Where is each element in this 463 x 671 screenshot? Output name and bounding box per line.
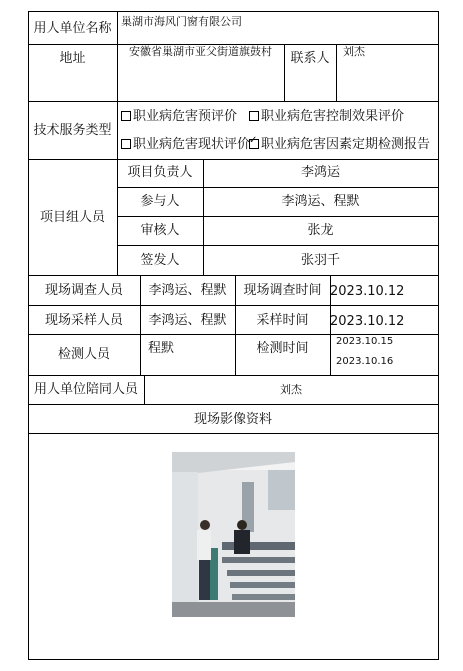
option-label: 职业病危害控制效果评价	[261, 109, 405, 124]
option-pre-evaluation	[121, 110, 237, 123]
site-photo	[172, 452, 295, 617]
survey-time-label: 现场调查时间	[243, 283, 322, 298]
photos-title: 现场影像资料	[193, 412, 272, 427]
sampling-time: 2023.10.12	[330, 314, 405, 329]
rule	[117, 216, 439, 217]
checkbox-unchecked-icon	[249, 111, 259, 121]
rule	[28, 305, 439, 306]
option-periodic-detection-report	[249, 138, 430, 151]
tech-service-label: 技术服务类型	[33, 123, 112, 138]
rule	[28, 275, 439, 276]
checkbox-unchecked-icon	[121, 111, 131, 121]
rule	[28, 334, 439, 335]
option-control-effect-evaluation	[249, 110, 404, 123]
rule	[28, 101, 439, 102]
escort-value: 刘杰	[280, 383, 302, 396]
option-label: 职业病危害预评价	[133, 109, 238, 124]
contact-value: 刘杰	[343, 45, 365, 58]
option-label: 职业病危害现状评价	[133, 137, 251, 152]
role-reviewer: 审核人	[140, 223, 180, 238]
sampling-time-label: 采样时间	[256, 313, 309, 328]
rule	[28, 659, 439, 660]
testing-value: 程默	[148, 341, 175, 356]
name-issuer: 张羽千	[300, 253, 340, 268]
role-project-lead: 项目负责人	[127, 165, 193, 180]
rule	[117, 187, 439, 188]
escort-label: 用人单位陪同人员	[33, 382, 138, 397]
sampling-label: 现场采样人员	[44, 313, 123, 328]
rule	[117, 245, 439, 246]
survey-value: 李鸿运、程默	[148, 283, 227, 298]
survey-time: 2023.10.12	[330, 284, 405, 299]
testing-label: 检测人员	[57, 347, 110, 362]
address-value: 安徽省巢湖市亚父街道旗鼓村	[129, 45, 272, 58]
rule	[28, 375, 439, 376]
rule	[438, 11, 439, 660]
project-team-label: 项目组人员	[39, 210, 105, 225]
rule	[28, 11, 29, 660]
sampling-value: 李鸿运、程默	[148, 313, 227, 328]
checkbox-unchecked-icon	[121, 139, 131, 149]
survey-label: 现场调查人员	[44, 283, 123, 298]
rule	[28, 159, 439, 160]
employer-label: 用人单位名称	[33, 21, 112, 36]
name-reviewer: 张龙	[307, 223, 334, 238]
checkbox-checked-icon	[249, 139, 259, 149]
rule	[28, 11, 439, 12]
contact-label: 联系人	[290, 51, 330, 66]
role-issuer: 签发人	[140, 253, 180, 268]
employer-value: 巢湖市海风门窗有限公司	[121, 15, 242, 28]
role-participant: 参与人	[140, 194, 180, 209]
testing-time-start: 2023.10.15	[336, 336, 394, 347]
name-participant: 李鸿运、程默	[281, 194, 360, 209]
address-label: 地址	[59, 51, 86, 66]
option-status-evaluation	[121, 138, 250, 151]
rule	[28, 433, 439, 434]
rule	[28, 404, 439, 405]
option-label: 职业病危害因素定期检测报告	[261, 137, 431, 152]
name-project-lead: 李鸿运	[300, 165, 340, 180]
rule	[336, 44, 337, 101]
testing-time-label: 检测时间	[256, 341, 309, 356]
testing-time-end: 2023.10.16	[336, 356, 394, 367]
